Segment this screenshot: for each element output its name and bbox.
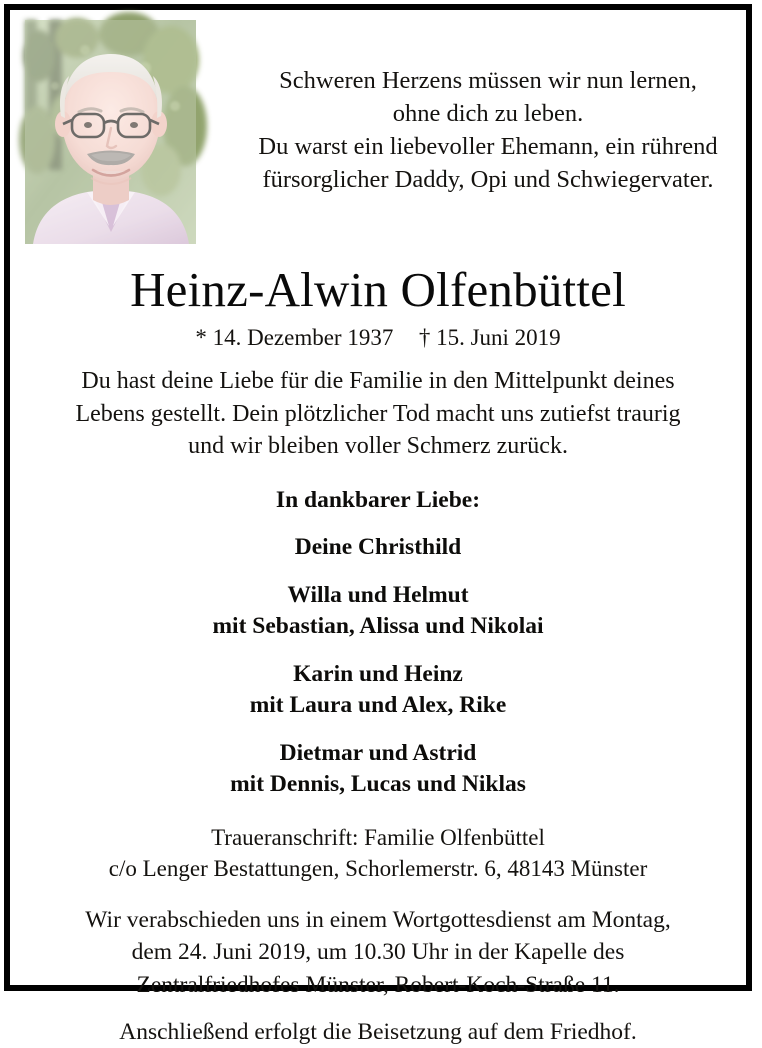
death-symbol: † — [418, 325, 431, 350]
eulogy-line: Du hast deine Liebe für die Familie in den Mittelpunkt deines — [81, 368, 675, 394]
portrait-image — [25, 20, 196, 244]
birth-date: 14. Dezember 1937 — [212, 325, 394, 350]
burial-note: Anschließend erfolgt die Beisetzung auf dem Friedhof. — [119, 1019, 637, 1045]
verse-line: Schweren Herzens müssen wir nun lernen, — [279, 67, 697, 94]
opening-verse — [214, 64, 762, 196]
notice-border — [4, 4, 752, 1045]
eulogy-line: Lebens gestellt. Dein plötzlicher Tod macht uns zutiefst traurig — [75, 400, 681, 427]
deceased-name: Heinz-Alwin Olfenbüttel — [130, 262, 626, 317]
mourner-secondary: mit Laura und Alex, Rike — [249, 691, 507, 718]
verse-line: fürsorglicher Daddy, Opi und Schwiegervater. — [262, 166, 714, 193]
mourner-primary: Deine Christhild — [294, 533, 462, 560]
eulogy-text — [18, 365, 738, 463]
mourner-group — [18, 738, 738, 800]
mourner-secondary: mit Dennis, Lucas und Niklas — [230, 770, 526, 797]
service-line: Zentralfriedhofes Münster, Robert-Koch-Straße 11. — [136, 971, 620, 998]
mourner-group — [18, 580, 738, 642]
birth-symbol: * — [195, 325, 207, 350]
address-line: c/o Lenger Bestattungen, Schorlemerstr. 6, 48143 Münster — [108, 855, 648, 881]
service-details — [18, 904, 738, 1002]
portrait-photo — [25, 20, 196, 244]
life-dates — [18, 323, 738, 353]
service-line: Wir verabschieden uns in einem Wortgottesdienst am Montag, — [85, 906, 671, 933]
service-line: dem 24. Juni 2019, um 10.30 Uhr in der Kapelle des — [131, 939, 625, 965]
mourner-primary: Willa und Helmut — [287, 581, 469, 608]
mourners-heading: In dankbarer Liebe: — [275, 486, 481, 513]
eulogy-line: und wir bleiben voller Schmerz zurück. — [188, 433, 568, 459]
mourner-primary: Karin und Heinz — [293, 660, 463, 687]
condolence-address — [18, 822, 738, 884]
notice-content — [10, 10, 746, 1045]
verse-line: Du warst ein liebevoller Ehemann, ein rührend — [258, 133, 718, 160]
mourner-group — [18, 659, 738, 721]
address-line: Traueranschrift: Familie Olfenbüttel — [211, 824, 545, 850]
mourner-primary: Dietmar und Astrid — [279, 739, 477, 766]
mourners-section — [18, 485, 738, 800]
verse-line: ohne dich zu leben. — [392, 100, 584, 127]
death-date: 15. Juni 2019 — [436, 325, 561, 350]
header-area — [18, 12, 738, 244]
mourner-group — [18, 532, 738, 563]
mourner-secondary: mit Sebastian, Alissa und Nikolai — [212, 612, 544, 639]
